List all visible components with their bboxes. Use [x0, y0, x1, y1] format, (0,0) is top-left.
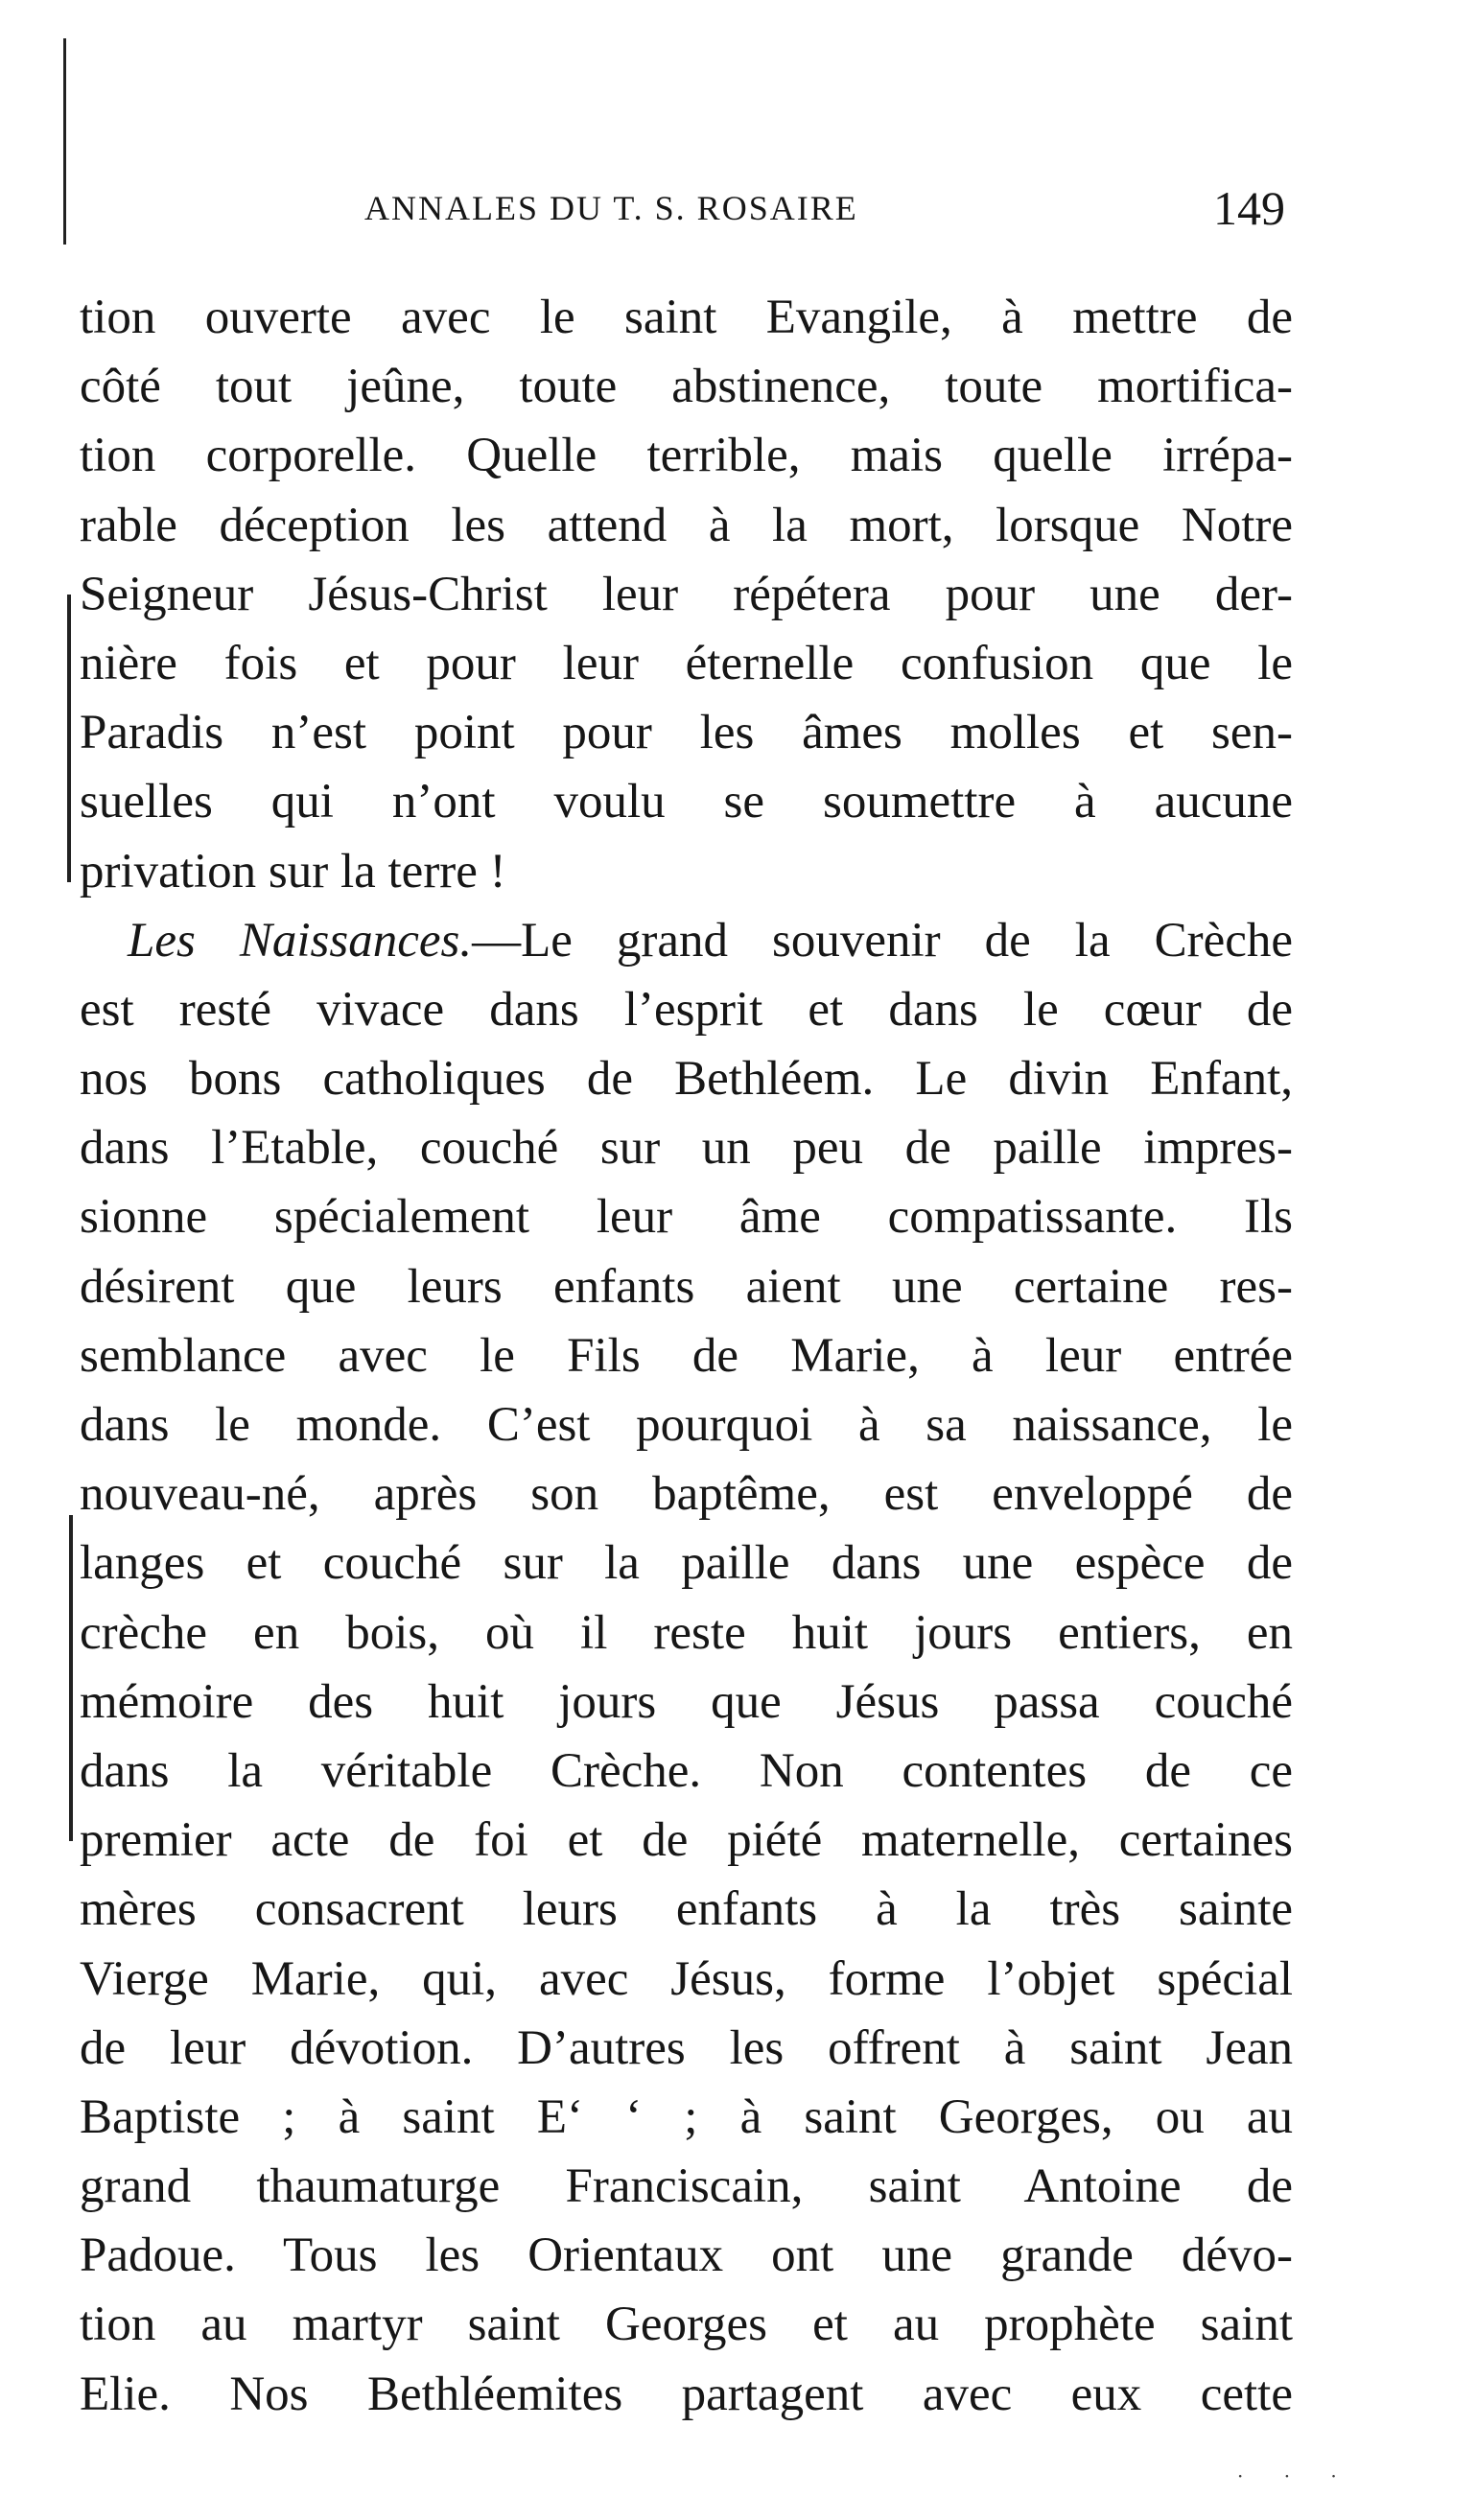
- text-line: tion au martyr saint Georges et au prophète saint: [80, 2298, 1293, 2352]
- text-line: Seigneur Jésus-Christ leur répétera pour une der-: [80, 567, 1293, 621]
- text-line: dans la véritable Crèche. Non contentes de ce: [80, 1743, 1293, 1798]
- text-line: suelles qui n’ont voulu se soumettre à aucune: [80, 775, 1293, 829]
- text-line: Baptiste ; à saint E‘ ‘ ; à saint Georges, ou au: [80, 2089, 1293, 2144]
- page-number: 149: [1213, 181, 1285, 235]
- text-line: nos bons catholiques de Bethléem. Le divin Enfant,: [80, 1052, 1293, 1107]
- paragraph-first-line: [80, 906, 1293, 975]
- text-line: mères consacrent leurs enfants à la très sainte: [80, 1882, 1293, 1937]
- text-line: tion corporelle. Quelle terrible, mais quelle irrépa-: [80, 429, 1293, 483]
- text-line: rable déception les attend à la mort, lorsque Notre: [80, 498, 1293, 552]
- text-line: nière fois et pour leur éternelle confusion que le: [80, 636, 1293, 690]
- text-line: semblance avec le Fils de Marie, à leur entrée: [80, 1328, 1293, 1383]
- text-line: dans le monde. C’est pourquoi à sa naissance, le: [80, 1398, 1293, 1452]
- print-specks: · · ·: [1237, 2464, 1354, 2487]
- text-line: nouveau-né, après son baptême, est enveloppé de: [80, 1467, 1293, 1522]
- text-line: mémoire des huit jours que Jésus passa couché: [80, 1674, 1293, 1729]
- text-line: Paradis n’est point pour les âmes molles et sen-: [80, 706, 1293, 760]
- text-line: dans l’Etable, couché sur un peu de paille impres-: [80, 1121, 1293, 1176]
- text-line: privation sur la terre !: [80, 844, 506, 898]
- text-line: de leur dévotion. D’autres les offrent à saint Jean: [80, 2020, 1293, 2075]
- text-line: tion ouverte avec le saint Evangile, à mettre de: [80, 291, 1293, 344]
- page-header: [364, 180, 1285, 238]
- text-line: premier acte de foi et de piété maternelle, certaines: [80, 1813, 1293, 1868]
- text-line: côté tout jeûne, toute abstinence, toute mortifica-: [80, 360, 1293, 414]
- binding-edge-mark: [63, 38, 66, 245]
- section-heading: Les Naissances.: [128, 913, 473, 968]
- text-line: grand thaumaturge Franciscain, saint Antoine de: [80, 2159, 1293, 2214]
- text-line: Padoue. Tous les Orientaux ont une grande dévo-: [80, 2228, 1293, 2283]
- running-title: ANNALES DU T. S. ROSAIRE: [364, 189, 858, 227]
- binding-edge-mark: [67, 595, 71, 882]
- text-line: Vierge Marie, qui, avec Jésus, forme l’objet spécial: [80, 1951, 1293, 2006]
- text-line: sionne spécialement leur âme compatissante. Ils: [80, 1190, 1293, 1245]
- text-fragment: —Le grand souvenir de la Crèche: [472, 913, 1293, 968]
- binding-edge-mark: [69, 1515, 73, 1841]
- text-line: Elie. Nos Bethléemites partagent avec eux cette: [80, 2367, 1293, 2421]
- text-line: crèche en bois, où il reste huit jours entiers, en: [80, 1605, 1293, 1660]
- body-text: [80, 283, 1293, 2429]
- text-line: langes et couché sur la paille dans une espèce de: [80, 1536, 1293, 1591]
- text-line: est resté vivace dans l’esprit et dans le cœur de: [80, 982, 1293, 1037]
- text-line: désirent que leurs enfants aient une certaine res-: [80, 1259, 1293, 1314]
